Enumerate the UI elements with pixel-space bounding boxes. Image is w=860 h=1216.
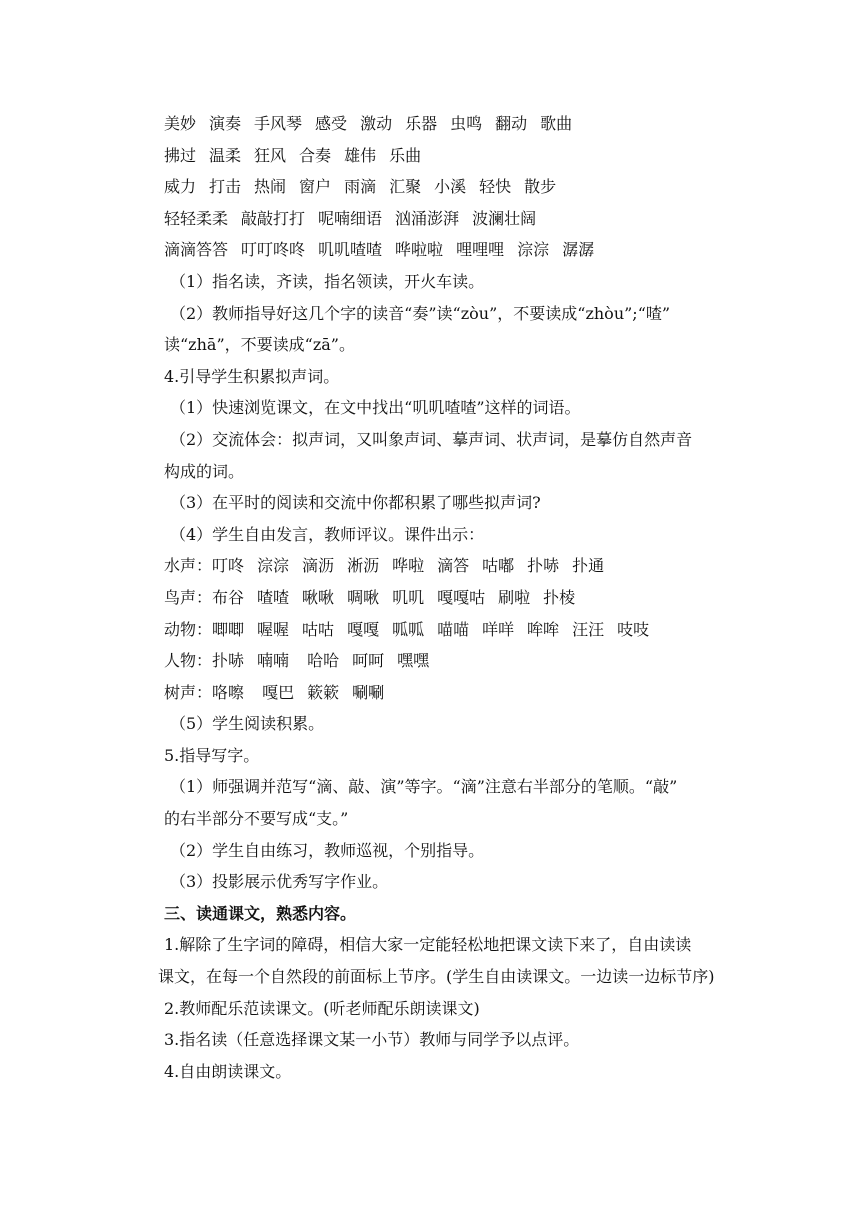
vocabulary-word: 翻动 <box>495 114 528 133</box>
vocabulary-word: 感受 <box>315 114 348 133</box>
step-1: （1）快速浏览课文，在文中找出“叽叽喳喳”这样的词语。 <box>170 398 581 418</box>
vocabulary-word: 打击 <box>209 177 242 197</box>
vocabulary-word: 哩哩哩 <box>456 240 505 260</box>
vocabulary-word: 歌曲 <box>540 114 573 133</box>
step-2-line-1: （2）交流体会：拟声词，又叫象声词、摹声词、状声词，是摹仿自然声音 <box>170 429 693 449</box>
vocabulary-word: 轻快 <box>479 177 512 197</box>
onomatopoeia-word: 唧唧 <box>212 619 245 639</box>
onomatopoeia-word: 咩咩 <box>482 619 515 639</box>
vocabulary-word: 散步 <box>524 177 557 197</box>
onomatopoeia-list <box>164 550 724 708</box>
heading-4: 4.引导学生积累拟声词。 <box>164 366 340 386</box>
vocabulary-word: 小溪 <box>434 177 467 197</box>
step-3: （3）在平时的阅读和交流中你都积累了哪些拟声词? <box>170 493 541 513</box>
vocabulary-word: 温柔 <box>209 145 242 165</box>
category-label: 树声： <box>164 682 213 702</box>
onomatopoeia-word: 咯嚓 <box>212 682 245 702</box>
onomatopoeia-word: 扑通 <box>572 556 605 576</box>
onomatopoeia-word: 嘎嘎 <box>347 619 380 639</box>
onomatopoeia-word: 扑哧 <box>527 556 560 576</box>
vocabulary-word: 潺潺 <box>562 240 595 260</box>
step-5: （5）学生阅读积累。 <box>170 714 325 734</box>
vocabulary-row <box>164 203 724 235</box>
vocabulary-word: 波澜壮阔 <box>472 208 537 228</box>
onomatopoeia-word: 叮咚 <box>212 556 245 576</box>
vocabulary-word: 窗户 <box>299 177 332 197</box>
step-4: （4）学生自由发言，教师评议。课件出示： <box>170 524 485 544</box>
vocabulary-word: 淙淙 <box>517 240 550 260</box>
vocabulary-row <box>164 234 724 266</box>
onomatopoeia-word: 喃喃 <box>257 651 290 671</box>
onomatopoeia-word: 嘿嘿 <box>397 651 430 671</box>
onomatopoeia-word: 簌簌 <box>307 682 340 702</box>
section-3-item-3: 3.指名读（任意选择课文某一小节）教师与同学予以点评。 <box>164 1030 580 1050</box>
onomatopoeia-word: 淙淙 <box>257 556 290 576</box>
onomatopoeia-word: 喳喳 <box>257 587 290 607</box>
vocabulary-row <box>164 108 724 140</box>
vocabulary-word: 激动 <box>360 114 393 133</box>
onomatopoeia-word: 咕嘟 <box>482 556 515 576</box>
onomatopoeia-word: 呱呱 <box>392 619 425 639</box>
vocabulary-word: 哗啦啦 <box>395 240 444 260</box>
vocabulary-word: 乐器 <box>405 114 438 133</box>
category-label: 水声： <box>164 556 213 576</box>
vocabulary-word: 呢喃细语 <box>318 208 383 228</box>
onomatopoeia-word: 汪汪 <box>572 619 605 639</box>
writing-step-1-line-1: （1）师强调并范写“滴、敲、演”等字。“滴”注意右半部分的笔顺。“敲” <box>170 777 678 797</box>
section-3-heading: 三、读通课文，熟悉内容。 <box>164 903 357 923</box>
step-2-line-2: 构成的词。 <box>164 461 245 481</box>
instruction-1: （1）指名读，齐读，指名领读，开火车读。 <box>170 271 485 291</box>
heading-5: 5.指导写字。 <box>164 745 260 765</box>
onomatopoeia-word: 咕咕 <box>302 619 335 639</box>
onomatopoeia-word: 啾啾 <box>302 587 335 607</box>
vocabulary-word: 汹涌澎湃 <box>395 208 460 228</box>
vocabulary-word: 乐曲 <box>389 145 422 165</box>
vocabulary-word: 叽叽喳喳 <box>318 240 383 260</box>
writing-step-1-line-2: 的右半部分不要写成“支。” <box>164 809 349 829</box>
vocabulary-word: 威力 <box>164 177 197 197</box>
onomatopoeia-word: 扑棱 <box>543 587 576 607</box>
onomatopoeia-word: 呵呵 <box>352 651 385 671</box>
onomatopoeia-word: 吱吱 <box>617 619 650 639</box>
onomatopoeia-word: 刷啦 <box>498 587 531 607</box>
vocabulary-word: 轻轻柔柔 <box>164 208 229 228</box>
section-3-item-1-line-2: 课文，在每一个自然段的前面标上节序。(学生自由读课文。一边读一边标节序) <box>158 967 715 987</box>
section-3-item-4: 4.自由朗读课文。 <box>164 1061 292 1081</box>
onomatopoeia-word: 哞哞 <box>527 619 560 639</box>
category-label: 人物： <box>164 651 213 671</box>
onomatopoeia-row <box>164 582 724 614</box>
vocabulary-list <box>164 108 724 266</box>
onomatopoeia-word: 布谷 <box>212 587 245 607</box>
onomatopoeia-row <box>164 677 724 709</box>
vocabulary-word: 汇聚 <box>389 177 422 197</box>
category-label: 动物： <box>164 619 213 639</box>
vocabulary-word: 虫鸣 <box>450 114 483 133</box>
onomatopoeia-word: 扑哧 <box>212 651 245 671</box>
vocabulary-row <box>164 140 724 172</box>
vocabulary-word: 合奏 <box>299 145 332 165</box>
vocabulary-word: 敲敲打打 <box>241 208 306 228</box>
document-body <box>158 108 724 1087</box>
writing-step-2: （2）学生自由练习，教师巡视，个别指导。 <box>170 840 485 860</box>
onomatopoeia-word: 喵喵 <box>437 619 470 639</box>
vocabulary-row <box>164 171 724 203</box>
vocabulary-word: 演奏 <box>209 114 242 133</box>
onomatopoeia-word: 喔喔 <box>257 619 290 639</box>
vocabulary-word: 拂过 <box>164 145 197 165</box>
vocabulary-word: 美妙 <box>164 114 197 133</box>
category-label: 鸟声： <box>164 587 213 607</box>
onomatopoeia-word: 叽叽 <box>392 587 425 607</box>
section-3-item-1-line-1: 1.解除了生字词的障碍，相信大家一定能轻松地把课文读下来了，自由读读 <box>164 935 692 955</box>
onomatopoeia-word: 滴沥 <box>302 556 335 576</box>
vocabulary-word: 热闹 <box>254 177 287 197</box>
onomatopoeia-row <box>164 645 724 677</box>
section-3-item-2: 2.教师配乐范读课文。(听老师配乐朗读课文) <box>164 998 480 1018</box>
vocabulary-word: 雨滴 <box>344 177 377 197</box>
onomatopoeia-row <box>164 550 724 582</box>
onomatopoeia-word: 嘎巴 <box>257 682 295 702</box>
vocabulary-word: 滴滴答答 <box>164 240 229 260</box>
onomatopoeia-row <box>164 614 724 646</box>
onomatopoeia-word: 哈哈 <box>302 651 340 671</box>
onomatopoeia-word: 唰唰 <box>352 682 385 702</box>
vocabulary-word: 雄伟 <box>344 145 377 165</box>
onomatopoeia-word: 哗啦 <box>392 556 425 576</box>
writing-step-3: （3）投影展示优秀写字作业。 <box>170 872 389 892</box>
onomatopoeia-word: 嘎嘎咕 <box>437 587 486 607</box>
onomatopoeia-word: 滴答 <box>437 556 470 576</box>
vocabulary-word: 叮叮咚咚 <box>241 240 306 260</box>
vocabulary-word: 狂风 <box>254 145 287 165</box>
onomatopoeia-word: 啁啾 <box>347 587 380 607</box>
onomatopoeia-word: 淅沥 <box>347 556 380 576</box>
instruction-2-line-2: 读“zhā”，不要读成“zā”。 <box>164 335 355 355</box>
vocabulary-word: 手风琴 <box>254 114 303 133</box>
instruction-2-line-1: （2）教师指导好这几个字的读音“奏”读“zòu”，不要读成“zhòu”;“喳” <box>170 303 671 323</box>
